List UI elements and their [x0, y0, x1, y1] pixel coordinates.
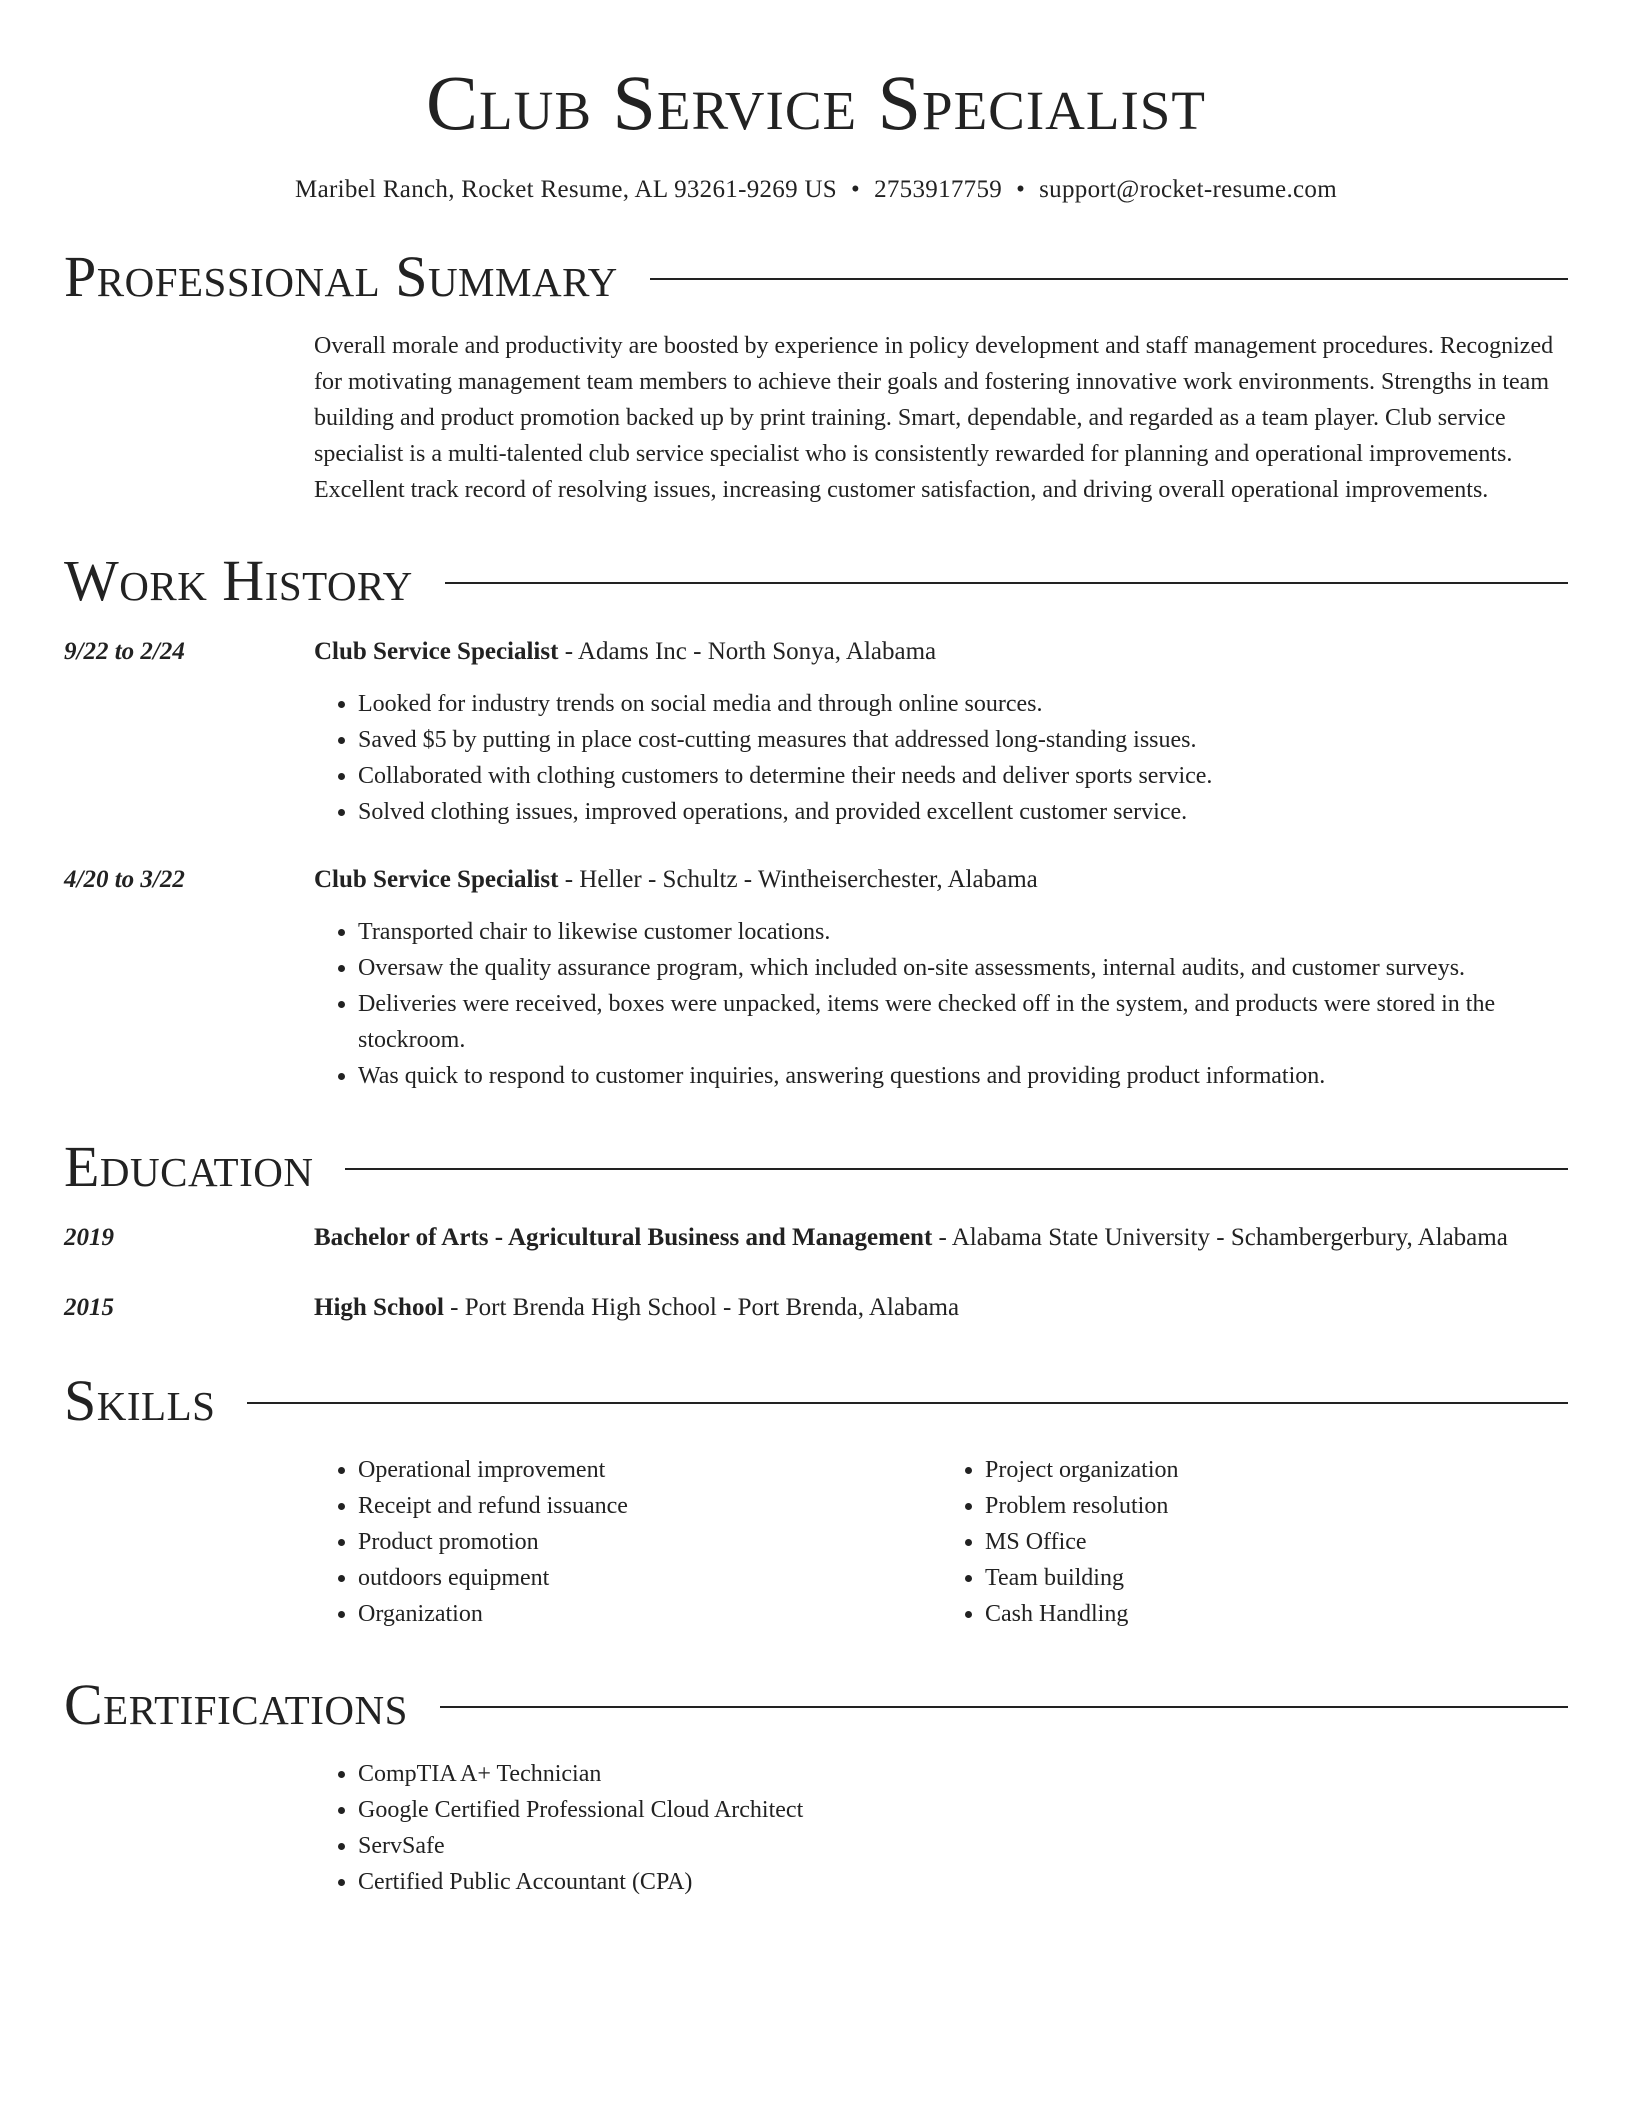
education-year: 2019 — [64, 1223, 114, 1251]
contact-address: Maribel Ranch, Rocket Resume, AL 93261-9269 US — [295, 175, 838, 203]
section-title-certifications: Certifications — [64, 1671, 408, 1737]
certification-item: • ServSafe — [358, 1828, 1568, 1864]
job-title — [314, 632, 1568, 672]
section-title-summary: Professional Summary — [64, 243, 618, 309]
summary-spacer — [64, 328, 314, 508]
education-year: 2015 — [64, 1293, 114, 1321]
skill-item: • Receipt and refund issuance — [358, 1488, 941, 1524]
section-divider — [445, 582, 1568, 584]
education-school: - Alabama State University - Schambergerbury, Alabama — [932, 1223, 1508, 1251]
skill-item: • Problem resolution — [985, 1488, 1568, 1524]
section-header-certifications — [64, 1671, 1568, 1737]
contact-email: support@rocket-resume.com — [1039, 175, 1337, 203]
education-text — [314, 1218, 1568, 1258]
section-divider — [345, 1168, 1568, 1170]
education-degree: High School — [314, 1293, 444, 1321]
section-header-skills — [64, 1367, 1568, 1433]
section-divider — [650, 278, 1568, 280]
education-school: - Port Brenda High School - Port Brenda, Alabama — [443, 1293, 960, 1321]
section-title-education: Education — [64, 1133, 314, 1199]
education-entry — [64, 1218, 1568, 1258]
skills-spacer — [64, 1452, 314, 1632]
job-dates: 4/20 to 3/22 — [64, 865, 185, 893]
certifications-row — [64, 1756, 1568, 1900]
education-entry — [64, 1288, 1568, 1328]
contact-separator: • — [1016, 175, 1026, 203]
section-title-skills: Skills — [64, 1367, 216, 1433]
job-bullet: • Deliveries were received, boxes were unpacked, items were checked off in the system, and products were stored in the stockroom. — [358, 986, 1568, 1058]
job-dates: 9/22 to 2/24 — [64, 637, 185, 665]
section-header-work — [64, 547, 1568, 613]
summary-text: Overall morale and productivity are boosted by experience in policy development and staff management procedures. Recognized for motivating management team members to achieve their goals and fostering innovative work environments. Strengths in team building and product promotion backed up by print training. Smart, dependable, and regarded as a team player. Club service specialist is a multi-talented club service specialist who is consistently rewarded for planning and operational improvements. Excellent track record of resolving issues, increasing customer satisfaction, and driving overall operational improvements. — [314, 332, 1554, 503]
job-bullet: • Looked for industry trends on social media and through online sources. — [358, 686, 1568, 722]
job-role: Club Service Specialist — [314, 637, 559, 665]
certifications-list — [314, 1756, 1568, 1900]
job-bullets — [314, 686, 1568, 830]
job-bullet: • Collaborated with clothing customers to determine their needs and deliver sports service. — [358, 758, 1568, 794]
job-bullet: • Transported chair to likewise customer locations. — [358, 914, 1568, 950]
contact-phone: 2753917759 — [874, 175, 1003, 203]
education-degree: Bachelor of Arts - Agricultural Business and Management — [314, 1223, 933, 1251]
skill-item: • Team building — [985, 1560, 1568, 1596]
job-bullet: • Was quick to respond to customer inquiries, answering questions and providing product information. — [358, 1058, 1568, 1094]
section-title-work: Work History — [64, 547, 413, 613]
resume-title: Club Service Specialist — [426, 59, 1206, 146]
education-text — [314, 1288, 1568, 1328]
certification-item: • Google Certified Professional Cloud Architect — [358, 1792, 1568, 1828]
contact-separator: • — [851, 175, 861, 203]
certification-item: • CompTIA A+ Technician — [358, 1756, 1568, 1792]
skill-item: • Cash Handling — [985, 1596, 1568, 1632]
certifications-spacer — [64, 1756, 314, 1900]
job-title — [314, 860, 1568, 900]
skills-list-right — [941, 1452, 1568, 1632]
skill-item: • Operational improvement — [358, 1452, 941, 1488]
skills-grid — [314, 1452, 1568, 1632]
contact-line — [64, 176, 1568, 204]
skill-item: • Organization — [358, 1596, 941, 1632]
job-employer: - Heller - Schultz - Wintheiserchester, Alabama — [558, 865, 1038, 893]
job-bullet: • Saved $5 by putting in place cost-cutting measures that addressed long-standing issues. — [358, 722, 1568, 758]
skill-item: • outdoors equipment — [358, 1560, 941, 1596]
section-divider — [440, 1706, 1568, 1708]
skill-item: • Project organization — [985, 1452, 1568, 1488]
skills-list-left — [314, 1452, 941, 1632]
section-header-summary — [64, 243, 1568, 309]
skill-item: • Product promotion — [358, 1524, 941, 1560]
section-divider — [247, 1402, 1568, 1404]
job-role: Club Service Specialist — [314, 865, 559, 893]
job-employer: - Adams Inc - North Sonya, Alabama — [558, 637, 937, 665]
section-header-education — [64, 1133, 1568, 1199]
job-entry — [64, 632, 1568, 830]
skill-item: • MS Office — [985, 1524, 1568, 1560]
skills-row — [64, 1452, 1568, 1632]
certification-item: • Certified Public Accountant (CPA) — [358, 1864, 1568, 1900]
job-bullet: • Oversaw the quality assurance program, which included on-site assessments, internal audits, and customer surveys. — [358, 950, 1568, 986]
job-bullets — [314, 914, 1568, 1094]
job-bullet: • Solved clothing issues, improved operations, and provided excellent customer service. — [358, 794, 1568, 830]
summary-row — [64, 328, 1568, 508]
job-entry — [64, 860, 1568, 1094]
